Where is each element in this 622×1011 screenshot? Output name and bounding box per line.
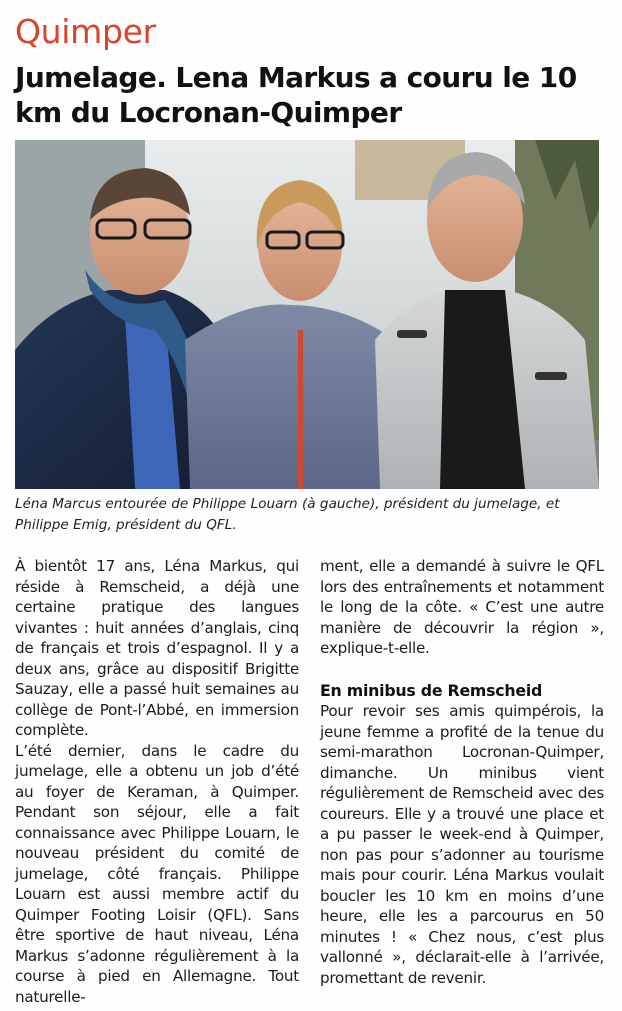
article-column-left bbox=[15, 556, 299, 1007]
article-paragraph-3: Pour revoir ses amis quimpérois, la jeune femme a profité de la tenue du semi-marathon Locronan-Quimper, dimanche. Un minibus vient régulièrement de Remscheid avec des coureurs. Elle y a trouvé une place et a pu passer le week-end à Quimper, non pas pour s’adonner au tourisme mais pour courir. Léna Markus voulait boucler les 10 km en moins d’une heure, elle les a parcourus en 50 minutes ! « Chez nous, c’est plus vallonné », déclarait-elle à l’arrivée, promettant de revenir. bbox=[320, 702, 604, 987]
headline: Jumelage. Lena Markus a couru le 10 km du Locronan-Quimper bbox=[15, 61, 577, 129]
article-photo bbox=[15, 140, 599, 489]
article-column-right bbox=[320, 556, 604, 988]
article-subheading: En minibus de Remscheid bbox=[320, 680, 543, 700]
section-title: Quimper bbox=[15, 12, 156, 51]
caption-text: Léna Marcus entourée de Philippe Louarn (à gauche), président du jumelage, et Philippe Emig, président du QFL. bbox=[15, 496, 560, 533]
photo-caption bbox=[15, 494, 603, 536]
article-paragraph-2-part-1: L’été dernier, dans le cadre du jumelage, elle a obtenu un job d’été au foyer de Keraman, à Quimper. Pendant son séjour, elle a fait connaissance avec Philippe Louarn, le nouveau président du comité de jumelage, côté français. Philippe Louarn est aussi membre actif du Quimper Footing Loisir (QFL). Sans être sportive de haut niveau, Léna Markus s’adonne régulièrement à la course à pied en Allemagne. Tout naturelle- bbox=[15, 741, 299, 1006]
article-paragraph-1: À bientôt 17 ans, Léna Markus, qui réside à Remscheid, a déjà une certaine pratique des langues vivantes : huit années d’anglais, cinq de français et trois d’espagnol. Il y a deux ans, grâce au dispositif Brigitte Sauzay, elle a passé huit semaines au collège de Pont-l’Abbé, en immersion complète. bbox=[15, 557, 299, 739]
photo-three-people bbox=[15, 140, 599, 489]
article-paragraph-2-part-2: ment, elle a demandé à suivre le QFL lors des entraînements et notamment le long de la côte. « C’est une autre manière de découvrir la région », explique-t-elle. bbox=[320, 557, 604, 657]
